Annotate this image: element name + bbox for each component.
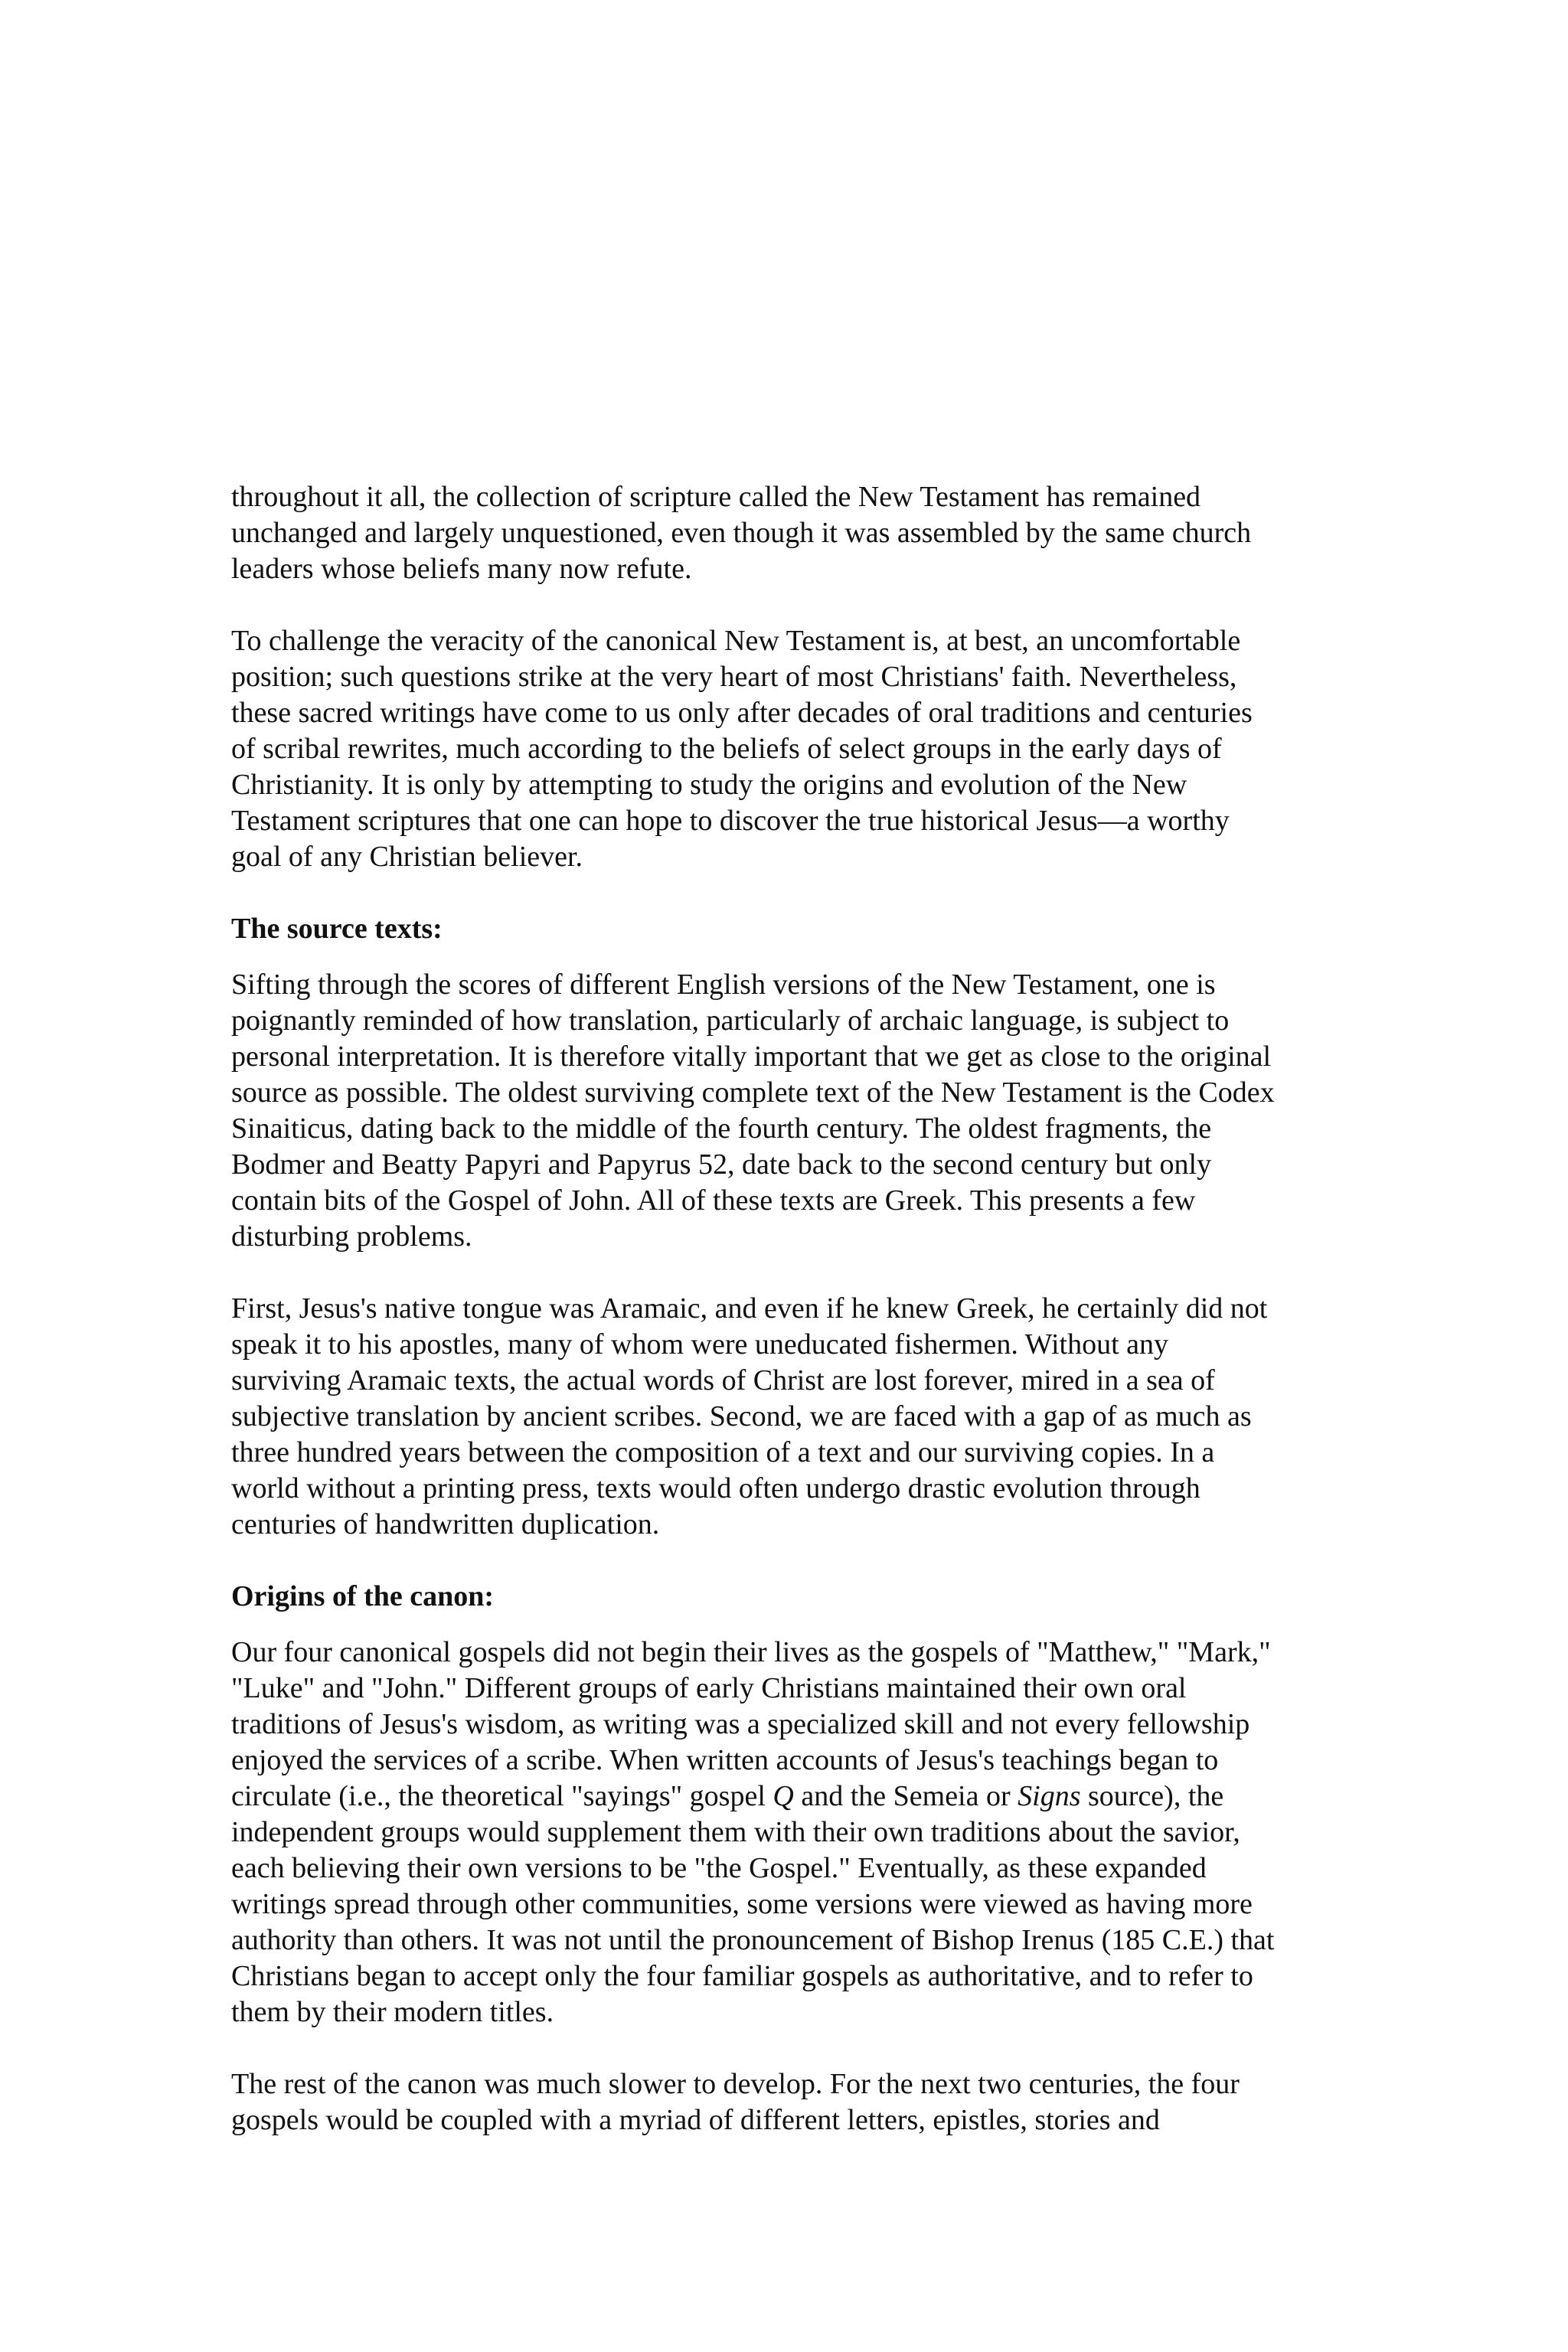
text-line: throughout it all, the collection of scripture called the New Testament has remained [231,481,1201,513]
section-heading-origins-canon: Origins of the canon: [231,1580,495,1612]
text-line: Christianity. It is only by attempting to study the origins and evolution of the New [231,769,1187,801]
document-body [231,479,1349,2174]
paragraph-5 [231,1635,1349,2030]
paragraph-2 [231,623,1349,875]
text-line-mixed [231,1779,1349,1815]
text-line: Our four canonical gospels did not begin their lives as the gospels of "Matthew," "Mark," [231,1636,1271,1668]
text-line: each believing their own versions to be "the Gospel." Eventually, as these expanded [231,1852,1207,1884]
paragraph-3 [231,967,1349,1255]
text-run: and the Semeia or [793,1780,1018,1812]
text-line: surviving Aramaic texts, the actual words of Christ are lost forever, mired in a sea of [231,1364,1215,1396]
paragraph-4 [231,1291,1349,1543]
text-run: circulate (i.e., the theoretical "sayings" gospel [231,1780,773,1812]
text-line: personal interpretation. It is therefore vitally important that we get as close to the original [231,1040,1272,1073]
text-line: contain bits of the Gospel of John. All of these texts are Greek. This presents a few [231,1184,1196,1217]
text-line: these sacred writings have come to us only after decades of oral traditions and centuries [231,697,1253,729]
text-line: "Luke" and "John." Different groups of early Christians maintained their own oral [231,1672,1187,1704]
text-line: authority than others. It was not until the pronouncement of Bishop Irenus (185 C.E.) that [231,1924,1275,1956]
text-line: world without a printing press, texts would often undergo drastic evolution through [231,1472,1200,1504]
text-line: position; such questions strike at the very heart of most Christians' faith. Nevertheless, [231,661,1237,693]
text-line: source as possible. The oldest surviving complete text of the New Testament is the Codex [231,1076,1275,1109]
text-line: Bodmer and Beatty Papyri and Papyrus 52, date back to the second century but only [231,1148,1212,1181]
text-line: goal of any Christian believer. [231,841,583,873]
text-line: centuries of handwritten duplication. [231,1508,660,1540]
text-line: First, Jesus's native tongue was Aramaic, and even if he knew Greek, he certainly did not [231,1292,1268,1325]
section-heading-source-texts: The source texts: [231,913,443,945]
text-line: The rest of the canon was much slower to develop. For the next two centuries, the four [231,2068,1240,2100]
text-line: Christians began to accept only the four familiar gospels as authoritative, and to refer to [231,1960,1253,1992]
text-line: leaders whose beliefs many now refute. [231,553,692,585]
italic-text-q: Q [773,1780,794,1812]
text-run: source), the [1080,1780,1224,1812]
text-line: writings spread through other communities, some versions were viewed as having more [231,1888,1253,1920]
text-line: unchanged and largely unquestioned, even though it was assembled by the same church [231,517,1252,549]
text-line: poignantly reminded of how translation, particularly of archaic language, is subject to [231,1004,1230,1037]
text-line: gospels would be coupled with a myriad of different letters, epistles, stories and [231,2104,1160,2136]
text-line: traditions of Jesus's wisdom, as writing was a specialized skill and not every fellowship [231,1708,1250,1740]
text-line: three hundred years between the composition of a text and our surviving copies. In a [231,1436,1215,1468]
text-line: independent groups would supplement them with their own traditions about the savior, [231,1816,1240,1848]
paragraph-1 [231,479,1349,587]
text-line: disturbing problems. [231,1220,472,1253]
text-line: them by their modern titles. [231,1996,554,2028]
italic-text-signs: Signs [1018,1780,1081,1812]
text-line: of scribal rewrites, much according to the beliefs of select groups in the early days of [231,733,1222,765]
paragraph-6 [231,2066,1349,2138]
text-line: To challenge the veracity of the canonical New Testament is, at best, an uncomfortable [231,625,1241,657]
text-line: Testament scriptures that one can hope to discover the true historical Jesus—a worthy [231,805,1230,837]
text-line: Sinaiticus, dating back to the middle of the fourth century. The oldest fragments, the [231,1112,1212,1145]
text-line: subjective translation by ancient scribes. Second, we are faced with a gap of as much as [231,1400,1252,1432]
text-line: enjoyed the services of a scribe. When written accounts of Jesus's teachings began to [231,1744,1219,1776]
text-line: Sifting through the scores of different English versions of the New Testament, one is [231,969,1216,1001]
text-line: speak it to his apostles, many of whom were uneducated fishermen. Without any [231,1328,1169,1361]
